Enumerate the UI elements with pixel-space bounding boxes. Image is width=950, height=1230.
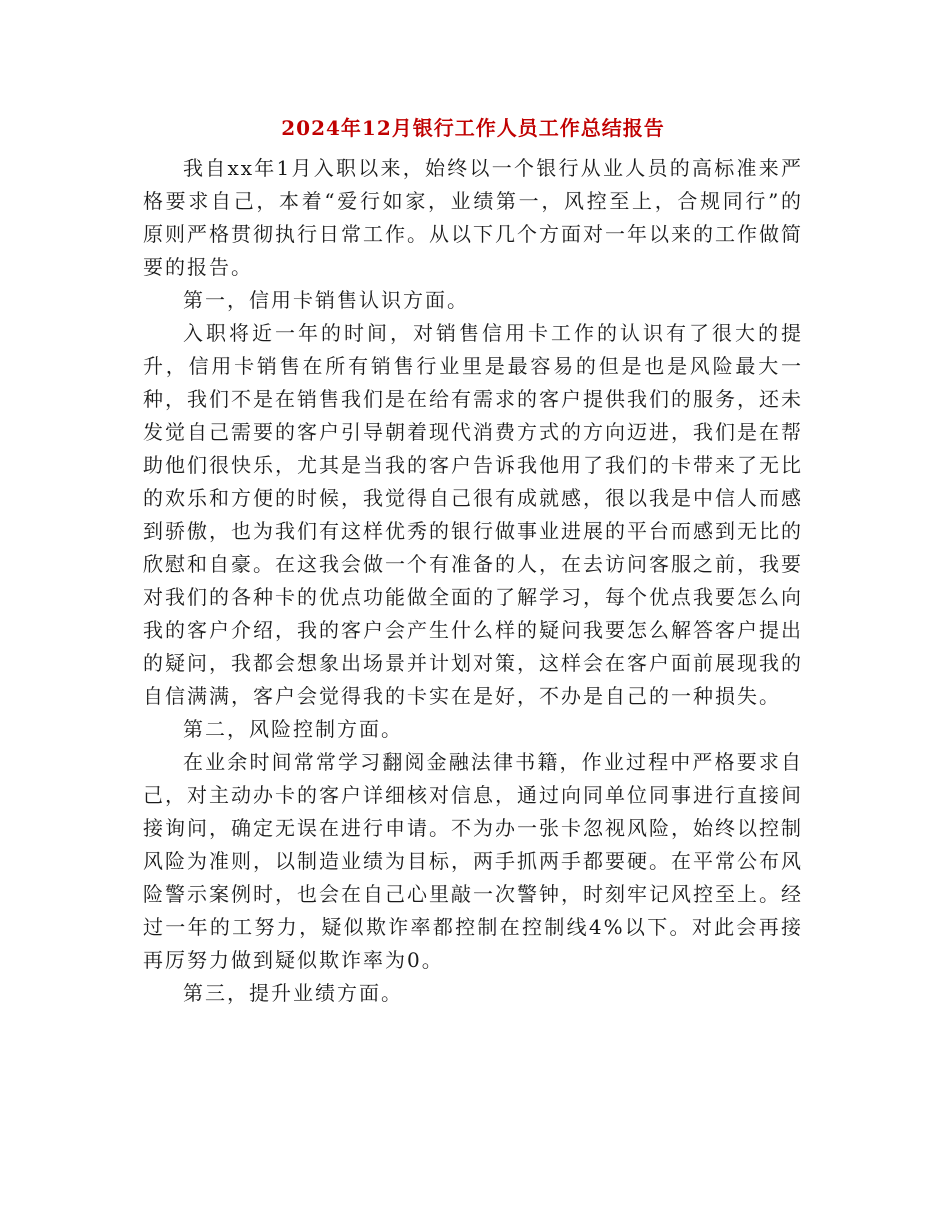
- document-title: 2024年12月银行工作人员工作总结报告: [281, 116, 665, 140]
- paragraph-intro: 我自xx年1月入职以来，始终以一个银行从业人员的高标准来严格要求自己，本着“爱行如家，业绩第一，风控至上，合规同行”的原则严格贯彻执行日常工作。从以下几个方面对一年以来的工作做简要的报告。: [143, 156, 803, 279]
- paragraph-risk-control: 在业余时间常常学习翻阅金融法律书籍，作业过程中严格要求自己，对主动办卡的客户详细核对信息，通过向同单位同事进行直接间接询问，确定无误在进行申请。不为办一张卡忽视风险，始终以控制风险为准则，以制造业绩为目标，两手抓两手都要硬。在平常公布风险警示案例时，也会在自己心里敲一次警钟，时刻牢记风控至上。经过一年的工努力，疑似欺诈率都控制在控制线4%以下。对此会再接再厉努力做到疑似欺诈率为0。: [143, 750, 803, 972]
- section-heading-performance: 第三，提升业绩方面。: [183, 981, 403, 1005]
- section-heading-risk-control: 第二，风险控制方面。: [183, 717, 403, 741]
- section-heading-credit-card-sales: 第一，信用卡销售认识方面。: [183, 288, 469, 312]
- paragraph-credit-card-sales: 入职将近一年的时间，对销售信用卡工作的认识有了很大的提升，信用卡销售在所有销售行业里是最容易的但是也是风险最大一种，我们不是在销售我们是在给有需求的客户提供我们的服务，还未发觉自己需要的客户引导朝着现代消费方式的方向迈进，我们是在帮助他们很快乐，尤其是当我的客户告诉我他用了我们的卡带来了无比的欢乐和方便的时候，我觉得自己很有成就感，很以我是中信人而感到骄傲，也为我们有这样优秀的银行做事业进展的平台而感到无比的欣慰和自豪。在这我会做一个有准备的人，在去访问客服之前，我要对我们的各种卡的优点功能做全面的了解学习，每个优点我要怎么向我的客户介绍，我的客户会产生什么样的疑问我要怎么解答客户提出的疑问，我都会想象出场景并计划对策，这样会在客户面前展现我的自信满满，客户会觉得我的卡实在是好，不办是自己的一种损失。: [143, 321, 803, 708]
- document-page: [143, 112, 803, 1010]
